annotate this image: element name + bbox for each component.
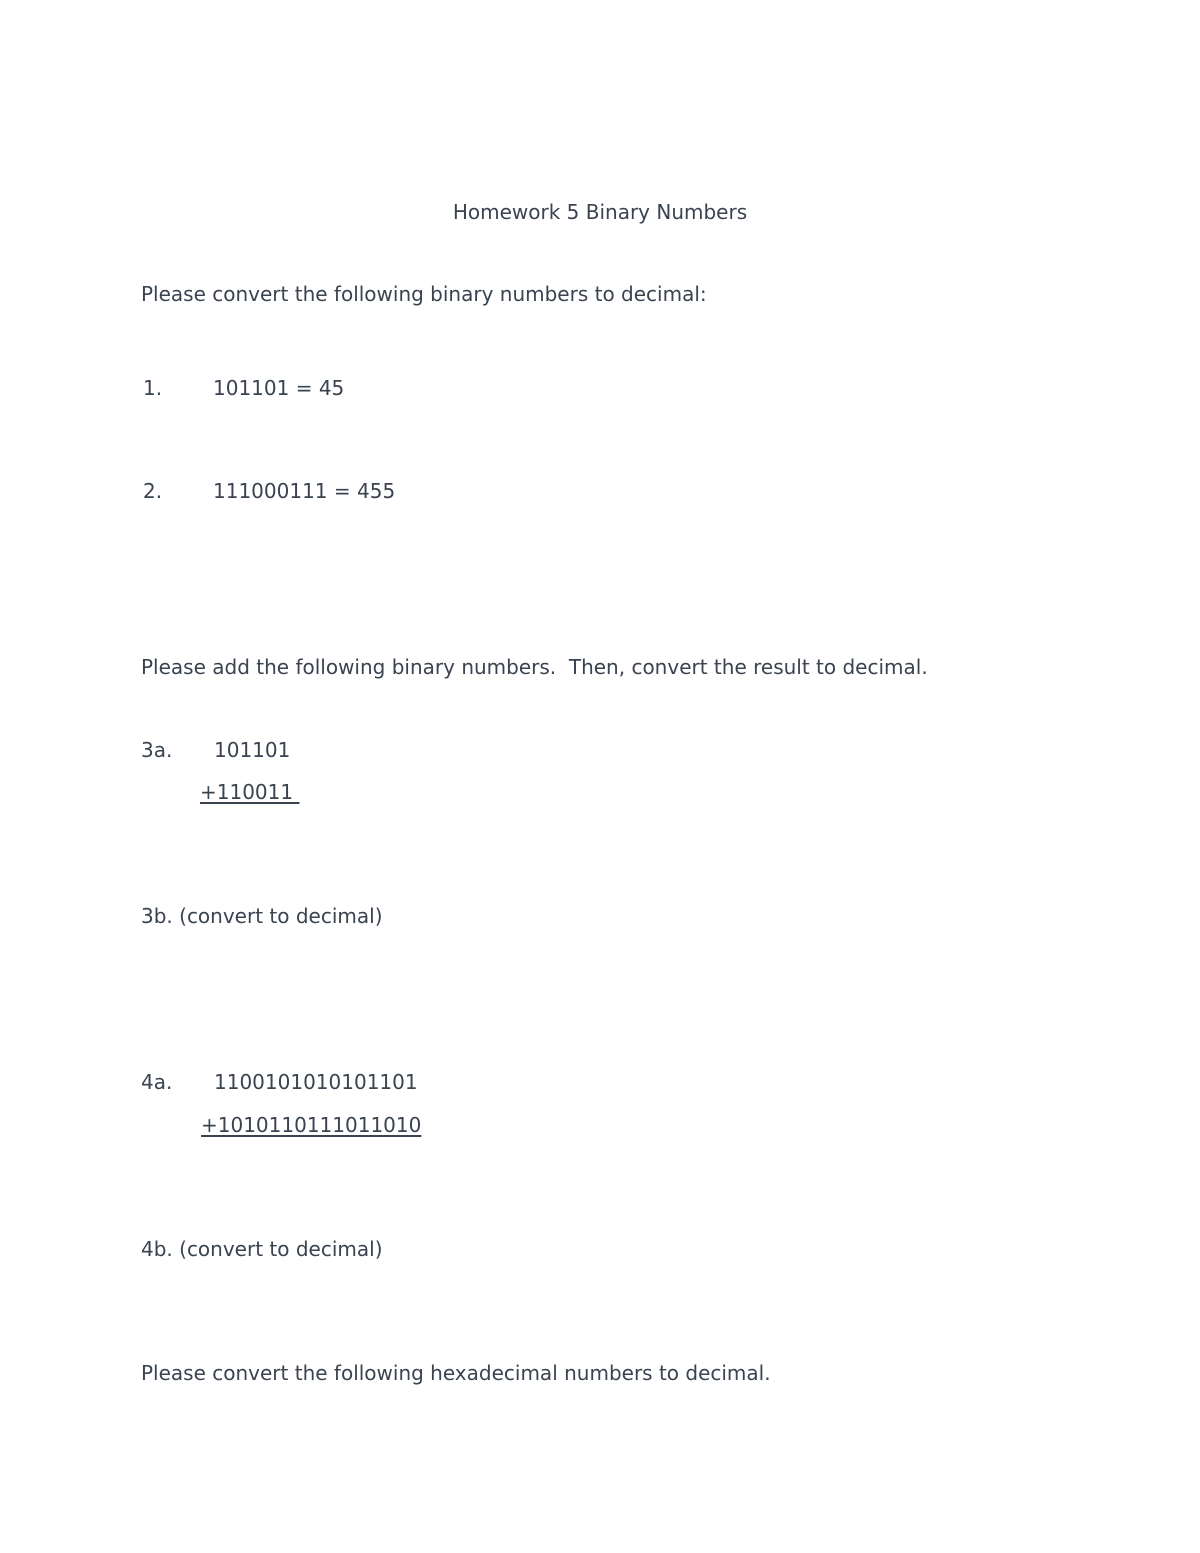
- item1-answer: 101101 = 45: [213, 376, 345, 400]
- problem4a-bottom-operand: +1010110111011010: [201, 1113, 422, 1137]
- section3-instruction: Please convert the following hexadecimal numbers to decimal.: [141, 1361, 771, 1385]
- problem4a-label: 4a.: [141, 1070, 173, 1094]
- problem4b-text: 4b. (convert to decimal): [141, 1237, 383, 1261]
- problem3a-top-operand: 101101: [214, 738, 291, 762]
- item2-number: 2.: [143, 479, 163, 503]
- item1-number: 1.: [143, 376, 163, 400]
- problem3b-text: 3b. (convert to decimal): [141, 904, 383, 928]
- problem3a-bottom-operand: +110011: [200, 780, 300, 804]
- item2-answer: 111000111 = 455: [213, 479, 396, 503]
- section1-instruction: Please convert the following binary numbers to decimal:: [141, 282, 707, 306]
- problem4a-top-operand: 1100101010101101: [214, 1070, 418, 1094]
- problem3a-label: 3a.: [141, 738, 173, 762]
- page-title: Homework 5 Binary Numbers: [452, 200, 748, 224]
- section2-instruction: Please add the following binary numbers. Then, convert the result to decimal.: [141, 655, 928, 679]
